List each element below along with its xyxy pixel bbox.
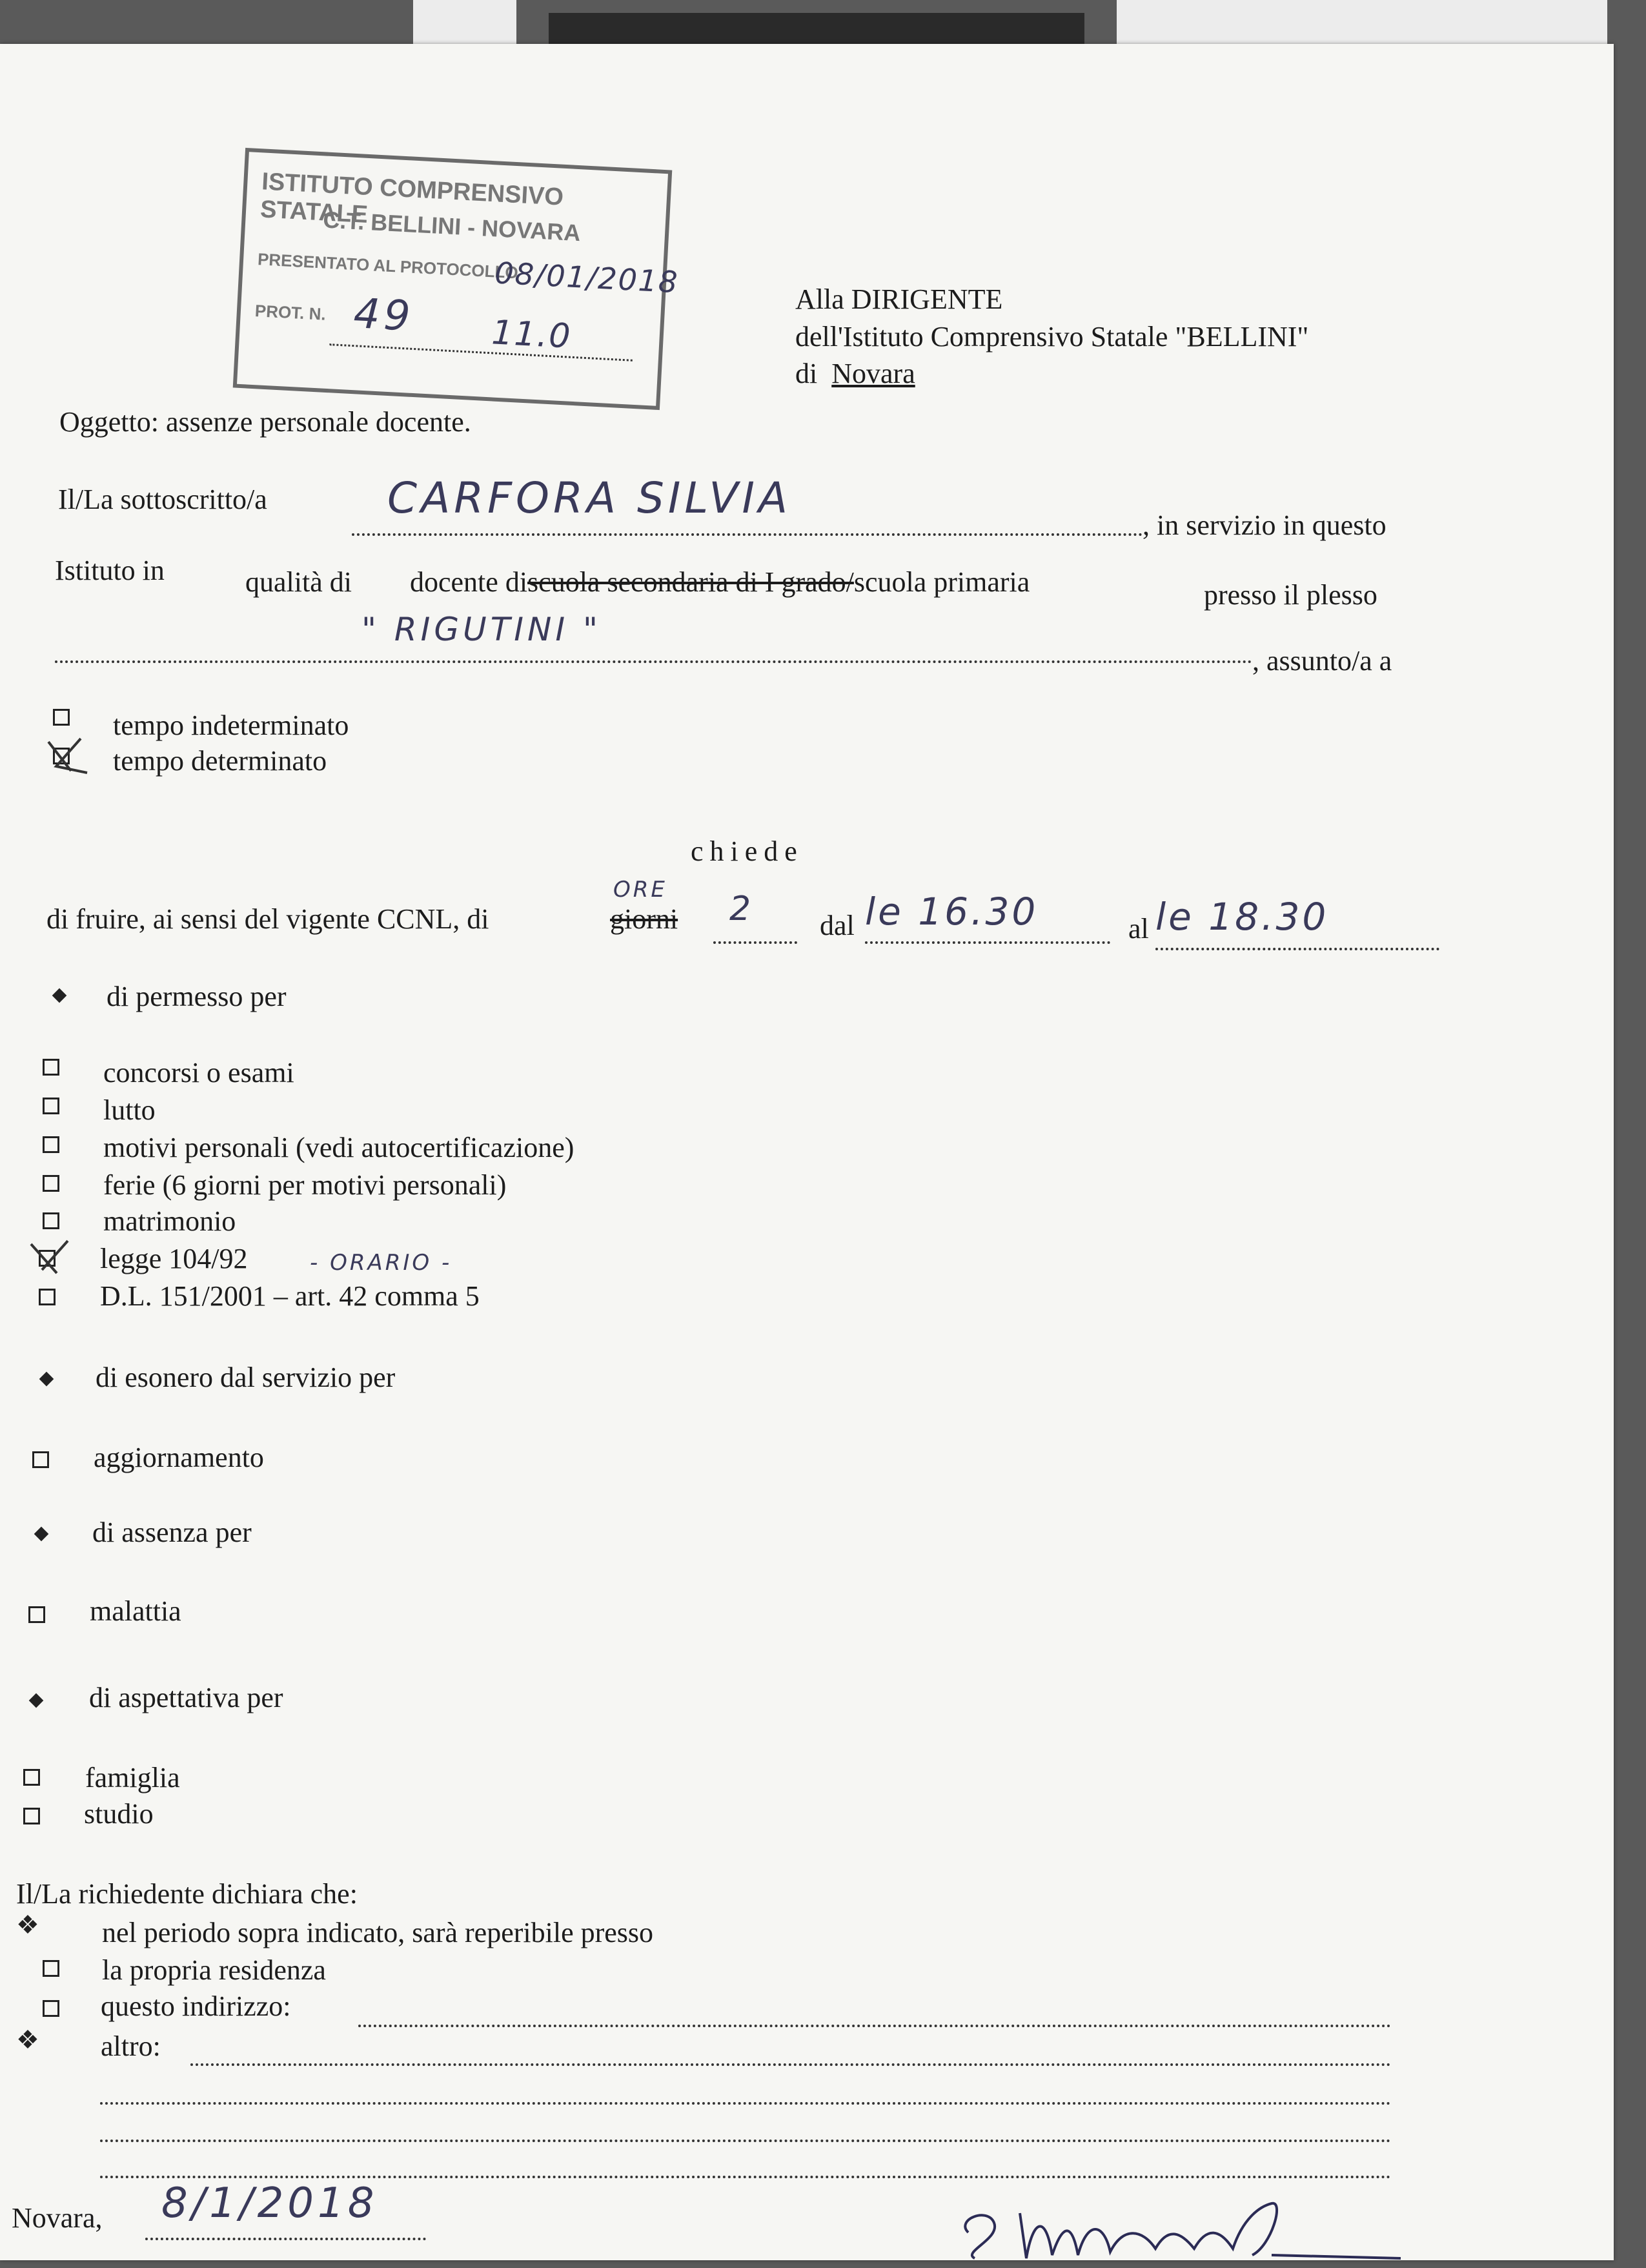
struck-secondary-school: scuola secondaria di I grado/ — [527, 566, 854, 598]
tempo-determinato-checkbox[interactable] — [53, 748, 70, 764]
esonero-heading: di esonero dal servizio per — [96, 1362, 396, 1393]
lutto-checkbox[interactable] — [43, 1098, 59, 1114]
indirizzo-checkbox[interactable] — [43, 2000, 59, 2017]
check-mark-icon — [42, 735, 94, 774]
al-value: le 18.30 — [1155, 895, 1329, 939]
aspettativa-heading: di aspettativa per — [89, 1682, 283, 1713]
altro-label: altro: — [101, 2030, 161, 2062]
plesso-name: " RIGUTINI " — [361, 611, 602, 648]
bullet-diamond-icon — [29, 1693, 44, 1708]
stamp-line3: PRESENTATO AL PROTOCOLLO — [257, 249, 519, 283]
docente-label: docente di — [410, 566, 528, 598]
ferie-label: ferie (6 giorni per motivi personali) — [103, 1169, 507, 1201]
tempo-determinato-label: tempo determinato — [113, 745, 327, 777]
dal-dotted-line — [865, 941, 1110, 944]
motivi-personali-checkbox[interactable] — [43, 1136, 59, 1153]
signature-scrawl — [949, 2194, 1414, 2265]
matrimonio-label: matrimonio — [103, 1205, 236, 1237]
bullet-diamond-icon — [39, 1372, 54, 1387]
famiglia-checkbox[interactable] — [23, 1769, 40, 1786]
al-label: al — [1128, 913, 1149, 945]
name-dotted-line — [352, 533, 1143, 536]
clover-bullet-icon: ❖ — [16, 1910, 39, 1939]
permesso-heading: di permesso per — [107, 981, 287, 1012]
scuola-primaria-text: scuola primaria — [853, 566, 1030, 598]
recipient-di: di — [795, 358, 818, 389]
istituto-text: Istituto in — [55, 555, 165, 586]
sottoscritto-label: Il/La sottoscritto/a — [58, 484, 267, 515]
stamp-line1: ISTITUTO COMPRENSIVO STATALE — [259, 168, 564, 229]
dal-value: le 16.30 — [865, 890, 1039, 934]
malattia-label: malattia — [90, 1595, 181, 1627]
recipient-line1: Alla DIRIGENTE — [795, 283, 1003, 315]
ferie-checkbox[interactable] — [43, 1175, 59, 1192]
clover-bullet-icon: ❖ — [16, 2025, 39, 2054]
assunto-text: , assunto/a a — [1252, 645, 1392, 677]
stamp-dotted-line — [329, 343, 633, 362]
subject-line: Oggetto: assenze personale docente. — [59, 406, 471, 438]
tempo-indeterminato-checkbox[interactable] — [53, 709, 70, 726]
studio-label: studio — [84, 1798, 154, 1830]
dal-label: dal — [820, 910, 855, 941]
malattia-checkbox[interactable] — [28, 1606, 45, 1623]
studio-checkbox[interactable] — [23, 1808, 40, 1824]
fruire-text: di fruire, ai sensi del vigente CCNL, di — [46, 903, 489, 935]
presso-text: presso il plesso — [1204, 579, 1377, 611]
altro-dotted-line-4[interactable] — [100, 2176, 1391, 2178]
giorni-struck: giorni — [610, 903, 678, 935]
footer-date-dotted-line — [145, 2238, 426, 2240]
recipient-line3 — [795, 357, 915, 390]
altro-dotted-line-3[interactable] — [100, 2140, 1391, 2142]
qualita-text: qualità di — [245, 566, 352, 598]
concorsi-label: concorsi o esami — [103, 1057, 294, 1088]
quantity-dotted-line — [713, 941, 797, 944]
residenza-label: la propria residenza — [102, 1954, 326, 1986]
residenza-checkbox[interactable] — [43, 1960, 59, 1977]
servizio-text: , in servizio in questo — [1143, 509, 1387, 541]
altro-dotted-line-1[interactable] — [190, 2063, 1391, 2066]
legge-104-note: - ORARIO - — [310, 1250, 452, 1276]
stamp-prot-number: 49 — [352, 290, 416, 341]
form-page — [0, 44, 1614, 2260]
assenza-heading: di assenza per — [92, 1517, 252, 1548]
recipient-line2: dell'Istituto Comprensivo Statale "BELLINI" — [795, 321, 1309, 352]
indirizzo-dotted-line[interactable] — [358, 2025, 1391, 2027]
dichiara-heading: Il/La richiedente dichiara che: — [16, 1878, 358, 1910]
stamp-prot-sub: 11.0 — [491, 313, 573, 356]
ore-handwritten: ORE — [613, 877, 667, 903]
recipient-city: Novara — [831, 358, 915, 389]
teacher-name: CARFORA SILVIA — [387, 473, 792, 523]
reperibile-text: nel periodo sopra indicato, sarà reperibile presso — [102, 1917, 654, 1948]
bullet-diamond-icon — [34, 1527, 49, 1542]
check-mark-icon — [28, 1238, 79, 1276]
stamp-line2: C.T. BELLINI - NOVARA — [322, 206, 582, 247]
altro-dotted-line-2[interactable] — [100, 2102, 1391, 2105]
indirizzo-label: questo indirizzo: — [101, 1990, 291, 2022]
al-dotted-line — [1155, 948, 1439, 950]
quantity-value: 2 — [729, 890, 755, 928]
dl-151-checkbox[interactable] — [39, 1289, 56, 1305]
docente-text — [410, 566, 1030, 598]
footer-date: 8/1/2018 — [161, 2180, 378, 2227]
signature — [949, 2194, 1414, 2265]
matrimonio-checkbox[interactable] — [43, 1212, 59, 1229]
aggiornamento-label: aggiornamento — [94, 1442, 264, 1473]
plesso-dotted-line — [55, 660, 1252, 663]
concorsi-checkbox[interactable] — [43, 1059, 59, 1076]
legge-104-label: legge 104/92 — [100, 1243, 248, 1274]
motivi-personali-label: motivi personali (vedi autocertificazione) — [103, 1132, 574, 1163]
stamp-prot-label: PROT. N. — [254, 301, 327, 324]
aggiornamento-checkbox[interactable] — [32, 1451, 49, 1468]
legge-104-checkbox[interactable] — [39, 1250, 56, 1267]
famiglia-label: famiglia — [85, 1762, 180, 1793]
stamp-date: 08/01/2018 — [494, 255, 680, 300]
protocol-stamp — [233, 148, 680, 410]
dl-151-label: D.L. 151/2001 – art. 42 comma 5 — [100, 1280, 480, 1312]
tempo-indeterminato-label: tempo indeterminato — [113, 710, 349, 741]
footer-place: Novara, — [12, 2202, 103, 2234]
chiede-heading: chiede — [691, 835, 804, 867]
bullet-diamond-icon — [52, 988, 67, 1003]
lutto-label: lutto — [103, 1094, 156, 1126]
